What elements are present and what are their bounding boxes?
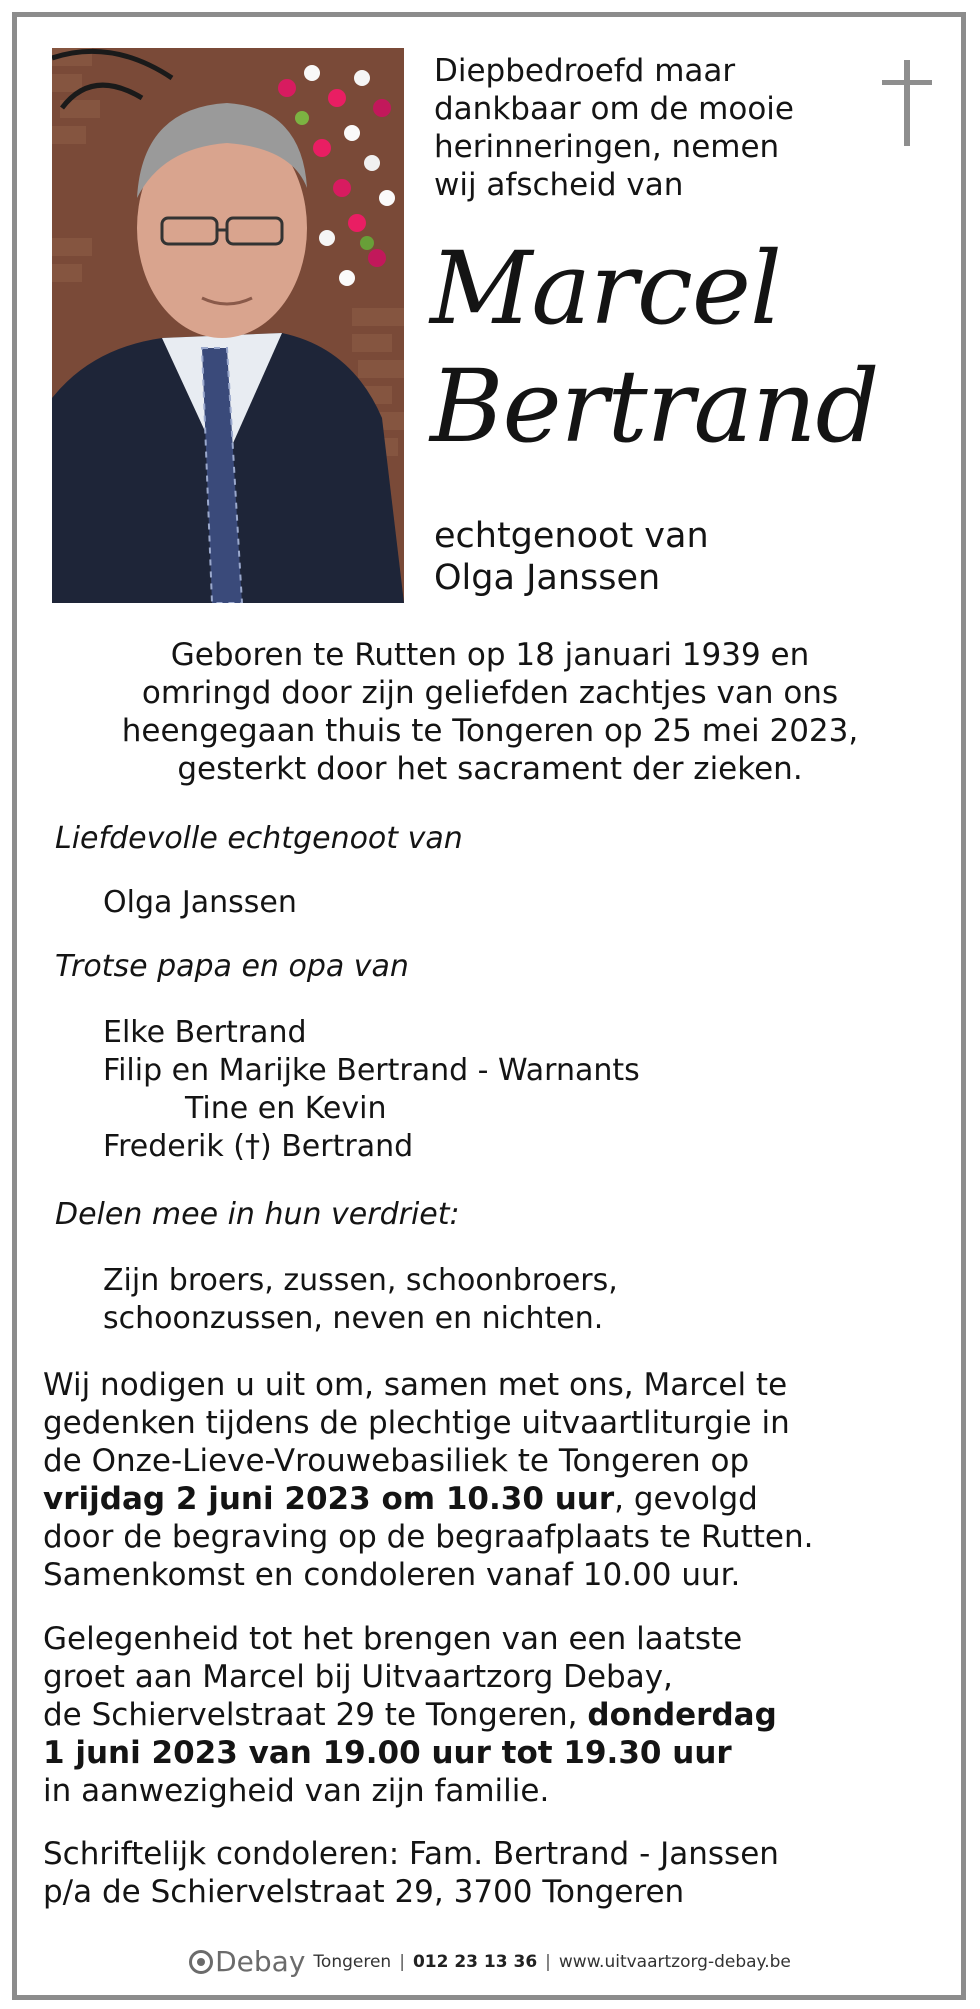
visit-line: in aanwezigheid van zijn familie.: [43, 1773, 550, 1809]
grief-list: [55, 1262, 935, 1338]
debay-logo-icon: [189, 1950, 213, 1974]
birth-line: heengegaan thuis te Tongeren op 25 mei 2023,: [121, 713, 859, 749]
birth-death-text: [50, 636, 930, 788]
debay-logo: [189, 1945, 306, 1978]
visit-line: Gelegenheid tot het brengen van een laatste: [43, 1621, 743, 1657]
spouse-label: echtgenoot van: [434, 516, 709, 556]
funeral-line: gedenken tijdens de plechtige uitvaartliturgie in: [43, 1405, 790, 1441]
funeral-line-rest: , gevolgd: [614, 1481, 758, 1517]
logo-text: Debay: [215, 1945, 306, 1978]
grandchildren-name: Tine en Kevin: [185, 1091, 387, 1126]
grief-heading: Delen mee in hun verdriet:: [55, 1197, 460, 1232]
children-list: [55, 1014, 935, 1166]
visit-address: de Schiervelstraat 29 te Tongeren,: [43, 1697, 588, 1733]
spouse-info: [434, 515, 854, 599]
funeral-line: [43, 1480, 943, 1518]
visit-day: donderdag: [587, 1697, 777, 1733]
condolence-info: [43, 1835, 943, 1911]
family-spouse-name: Olga Janssen: [103, 885, 297, 920]
intro-line: herinneringen, nemen: [434, 129, 780, 165]
funeral-invitation: [43, 1366, 943, 1594]
footer-phone[interactable]: 012 23 13 36: [412, 1952, 538, 1972]
children-heading: Trotse papa en opa van: [55, 949, 409, 984]
footer-city: Tongeren: [313, 1952, 392, 1972]
footer-separator: |: [399, 1952, 405, 1972]
grief-line: schoonzussen, neven en nichten.: [103, 1301, 604, 1336]
visitation-info: [43, 1620, 943, 1810]
intro-line: wij afscheid van: [434, 167, 684, 203]
last-name: Bertrand: [430, 348, 879, 465]
funeral-line: Wij nodigen u uit om, samen met ons, Marcel te: [43, 1367, 788, 1403]
condolence-line: Schriftelijk condoleren: Fam. Bertrand - Janssen: [43, 1836, 779, 1872]
child-name: Filip en Marijke Bertrand - Warnants: [103, 1053, 640, 1088]
footer: [0, 1945, 980, 1978]
cross-icon: [882, 60, 932, 146]
spouse-name: Olga Janssen: [434, 558, 661, 598]
child-name: Elke Bertrand: [103, 1015, 307, 1050]
portrait-illustration: [52, 48, 404, 603]
funeral-line: de Onze-Lieve-Vrouwebasiliek te Tongeren op: [43, 1443, 750, 1479]
portrait-photo: [52, 48, 404, 603]
grief-line: Zijn broers, zussen, schoonbroers,: [103, 1263, 618, 1298]
intro-line: dankbaar om de mooie: [434, 91, 794, 127]
intro-text: [434, 52, 854, 204]
footer-website[interactable]: www.uitvaartzorg-debay.be: [558, 1952, 791, 1972]
funeral-line: Samenkomst en condoleren vanaf 10.00 uur.: [43, 1557, 741, 1593]
visit-line: [43, 1734, 943, 1772]
condolence-line: p/a de Schiervelstraat 29, 3700 Tongeren: [43, 1874, 685, 1910]
child-name: Frederik (†) Bertrand: [103, 1129, 414, 1164]
birth-line: Geboren te Rutten op 18 januari 1939 en: [170, 637, 810, 673]
birth-line: omringd door zijn geliefden zachtjes van ons: [141, 675, 839, 711]
first-name: Marcel: [430, 230, 781, 347]
deceased-name: [430, 230, 900, 466]
visit-line: groet aan Marcel bij Uitvaartzorg Debay,: [43, 1659, 673, 1695]
funeral-line: door de begraving op de begraafplaats te Rutten.: [43, 1519, 814, 1555]
visit-time: 1 juni 2023 van 19.00 uur tot 19.30 uur: [43, 1735, 732, 1771]
funeral-date: vrijdag 2 juni 2023 om 10.30 uur: [43, 1481, 615, 1517]
birth-line: gesterkt door het sacrament der zieken.: [177, 751, 803, 787]
footer-separator: |: [545, 1952, 551, 1972]
intro-line: Diepbedroefd maar: [434, 53, 736, 89]
visit-line: [43, 1696, 943, 1734]
spouse-heading: Liefdevolle echtgenoot van: [55, 821, 463, 856]
